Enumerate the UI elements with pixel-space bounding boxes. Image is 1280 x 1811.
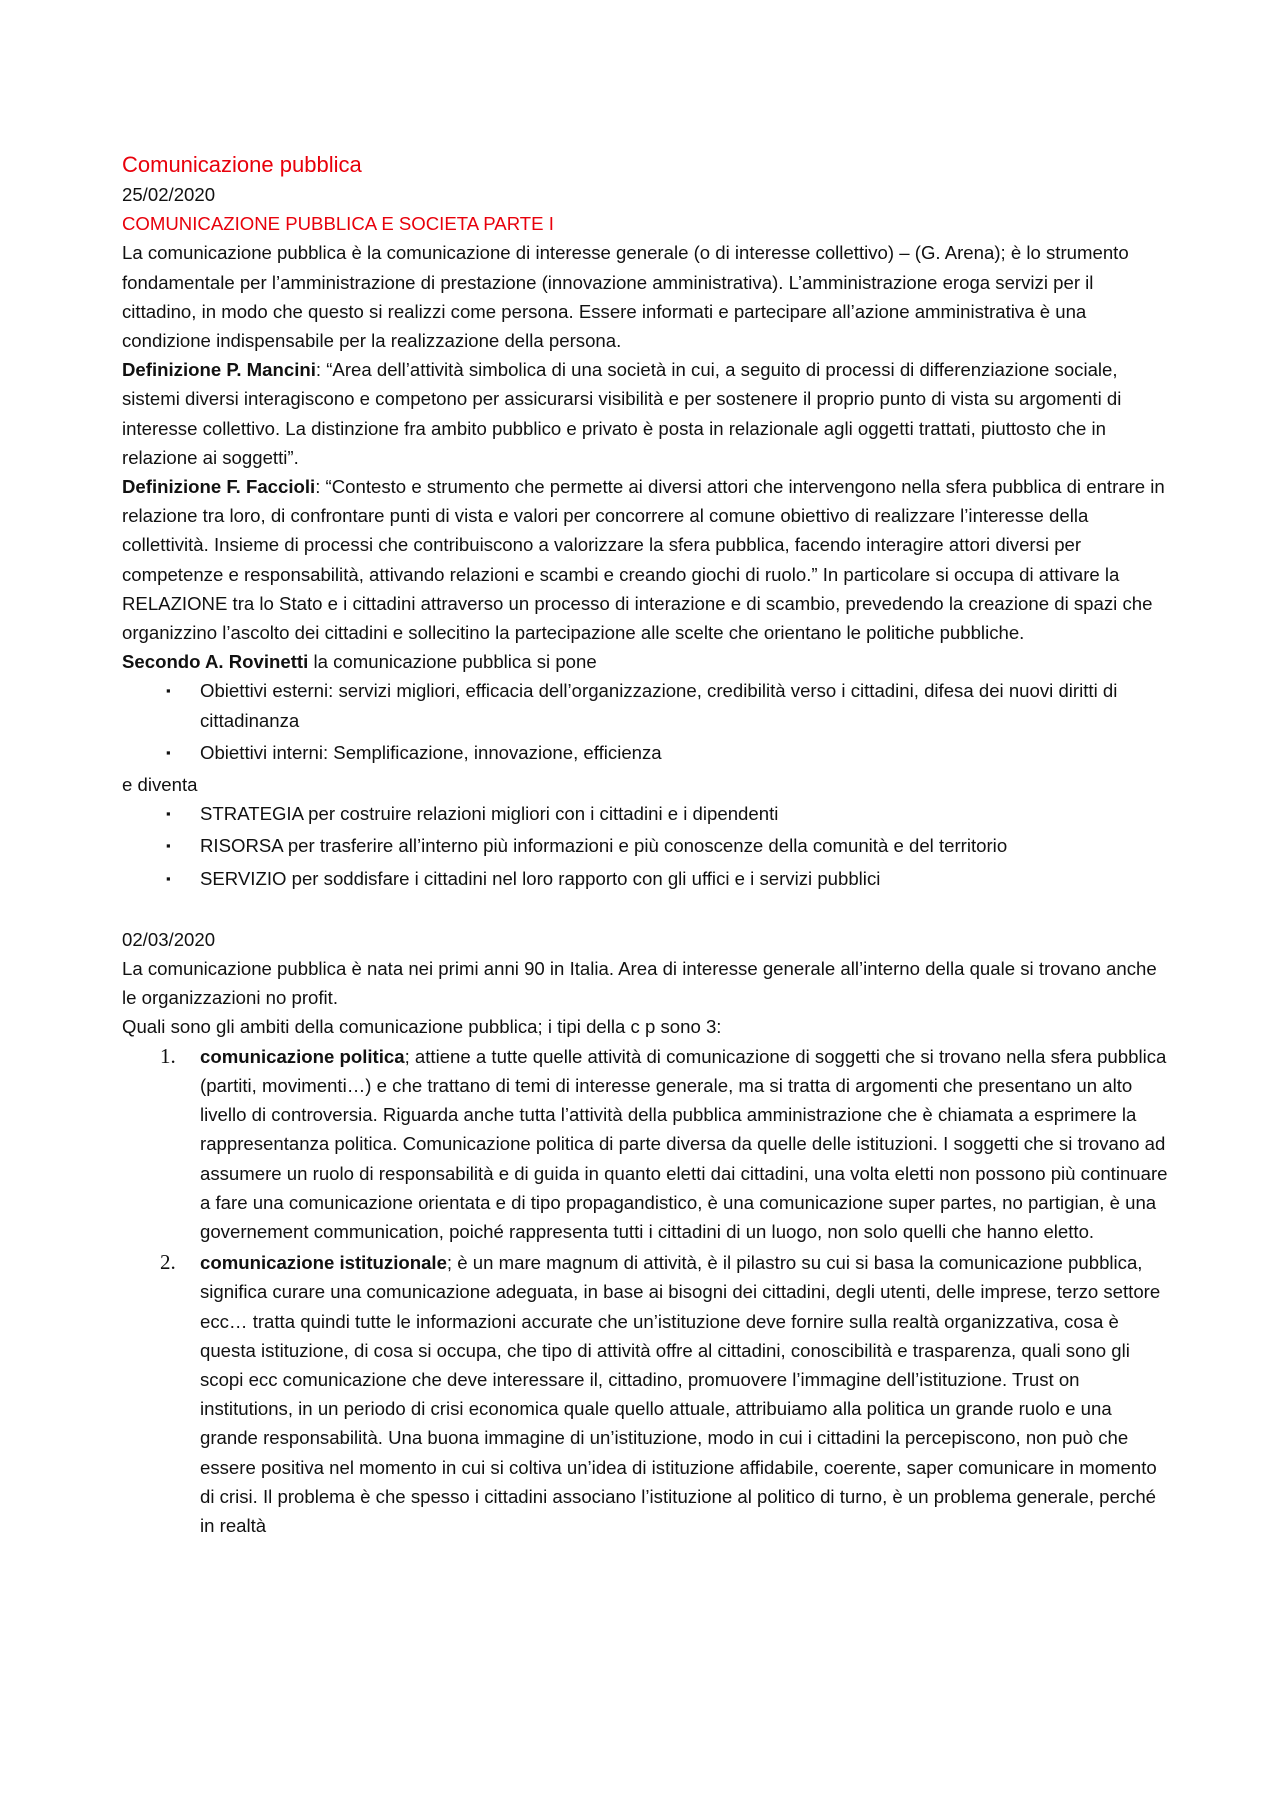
paragraph-types-intro: Quali sono gli ambiti della comunicazione pubblica; i tipi della c p sono 3: — [122, 1016, 722, 1038]
list-item-text: SERVIZIO per soddisfare i cittadini nel loro rapporto con gli uffici e i servizi pubblici — [200, 867, 881, 889]
list-item — [122, 738, 1172, 767]
rovinetti-text: la comunicazione pubblica si pone — [308, 651, 597, 673]
becomes-list — [122, 799, 1172, 893]
type-text: ; attiene a tutte quelle attività di comunicazione di soggetti che si trovano nella sfera pubblica (partiti, movimenti…) e che trattano di temi di interesse generale, ma si tratta di argomenti che presentano un alto livello di controversia. Riguarda anche tutta l’attività della pubblica amministrazione che è chiamata a esprimere la rappresentanza politica. Comunicazione politica di parte diversa da quelle delle istituzioni. I soggetti che si trovano ad assumere un ruolo di responsabilità e di guida in quanto eletti dai cittadini, una volta eletti non possono più continuare a fare una comunicazione orientata e di tipo propagandistico, è una comunicazione super partes, no partigian, è una governement communication, poiché rappresenta tutti i cittadini di un luogo, non solo quelli che hanno eletto. — [200, 1045, 1168, 1242]
becomes-text: e diventa — [122, 774, 198, 796]
types-list — [122, 1042, 1172, 1540]
list-item-text: Obiettivi interni: Semplificazione, innovazione, efficienza — [200, 741, 662, 763]
type-label: comunicazione istituzionale — [200, 1252, 447, 1274]
list-item — [122, 1042, 1172, 1246]
list-number: 1. — [160, 1043, 176, 1068]
document-page — [122, 150, 1172, 1542]
bullet-icon: ▪ — [166, 870, 171, 886]
paragraph-origins: La comunicazione pubblica è nata nei primi anni 90 in Italia. Area di interesse generale all’interno della quale si trovano anche le organizzazioni no profit. — [122, 958, 1157, 1009]
definition-faccioli-text: : “Contesto e strumento che permette ai diversi attori che intervengono nella sfera pubblica di entrare in relazione tra loro, di confrontare punti di vista e valori per concorrere al comune obiettivo di realizzare l’interesse della collettività. Insieme di processi che contribuiscono a valorizzare la sfera pubblica, facendo interagire attori diversi per competenze e responsabilità, attivando relazioni e scambi e creando giochi di ruolo.” In particolare si occupa di attivare la RELAZIONE tra lo Stato e i cittadini attraverso un processo di interazione e di scambio, prevedendo la creazione di spazi che organizzino l’ascolto dei cittadini e sollecitino la partecipazione alle scelte che orientano le politiche pubbliche. — [122, 476, 1165, 644]
bullet-icon: ▪ — [166, 806, 171, 822]
list-item — [122, 676, 1172, 734]
bullet-icon: ▪ — [166, 838, 171, 854]
type-text: ; è un mare magnum di attività, è il pilastro su cui si basa la comunicazione pubblica, significa curare una comunicazione adeguata, in base ai bisogni dei cittadini, degli utenti, delle imprese, terzo settore ecc… tratta quindi tutte le informazioni accurate che un’istituzione deve fornire sulla realtà organizzativa, cosa è questa istituzione, di cosa si occupa, che tipo di attività offre al cittadini, conoscibilità e trasparenza, quali sono gli scopi ecc comunicazione che deve interessare il, cittadino, promuovere l’immagine dell’istituzione. Trust on institutions, in un periodo di crisi economica quale quello attuale, attribuiamo alla politica un grande ruolo e una grande responsabilità. Una buona immagine di un’istituzione, modo in cui i cittadini la percepiscono, non può che essere positiva nel momento in cui si coltiva un’idea di istituzione affidabile, coerente, saper comunicare in momento di crisi. Il problema è che spesso i cittadini associano l’istituzione al politico di turno, è un problema generale, perché in realtà — [200, 1252, 1161, 1536]
list-item — [122, 831, 1172, 860]
list-item — [122, 1248, 1172, 1540]
rovinetti-intro — [122, 647, 1172, 676]
definition-mancini — [122, 355, 1172, 472]
intro-paragraph: La comunicazione pubblica è la comunicazione di interesse generale (o di interesse collettivo) – (G. Arena); è lo strumento fondamentale per l’amministrazione di prestazione (innovazione amministrativa). L’amministrazione eroga servizi per il cittadino, in modo che questo si realizzi come persona. Essere informati e partecipare all’azione amministrativa è una condizione indispensabile per la realizzazione della persona. — [122, 242, 1129, 352]
list-item-text: STRATEGIA per costruire relazioni migliori con i cittadini e i dipendenti — [200, 803, 779, 825]
section-heading: COMUNICAZIONE PUBBLICA E SOCIETA PARTE I — [122, 213, 554, 235]
definition-faccioli — [122, 472, 1172, 647]
type-label: comunicazione politica — [200, 1045, 405, 1067]
rovinetti-label: Secondo A. Rovinetti — [122, 651, 309, 673]
definition-faccioli-label: Definizione F. Faccioli — [122, 476, 316, 498]
bullet-icon: ▪ — [166, 744, 171, 760]
list-item-text: Obiettivi esterni: servizi migliori, efficacia dell’organizzazione, credibilità verso i cittadini, difesa dei nuovi diritti di cittadinanza — [200, 680, 1118, 731]
spacer — [122, 896, 1172, 925]
list-item — [122, 799, 1172, 828]
list-item-text: RISORSA per trasferire all’interno più informazioni e più conoscenze della comunità e del territorio — [200, 835, 1008, 857]
definition-mancini-label: Definizione P. Mancini — [122, 359, 316, 381]
date-first: 25/02/2020 — [122, 184, 216, 205]
definition-mancini-text: : “Area dell’attività simbolica di una società in cui, a seguito di processi di differenziazione sociale, sistemi diversi interagiscono e competono per assicurarsi visibilità e per sostenere il proprio punto di vista su argomenti di interesse collettivo. La distinzione fra ambito pubblico e privato è posta in relazionale agli oggetti trattati, piuttosto che in relazione ai soggetti”. — [122, 359, 1122, 468]
document-title: Comunicazione pubblica — [122, 152, 362, 177]
objectives-list — [122, 676, 1172, 767]
list-number: 2. — [160, 1250, 176, 1275]
list-item — [122, 864, 1172, 893]
date-second: 02/03/2020 — [122, 928, 216, 950]
bullet-icon: ▪ — [166, 683, 171, 699]
